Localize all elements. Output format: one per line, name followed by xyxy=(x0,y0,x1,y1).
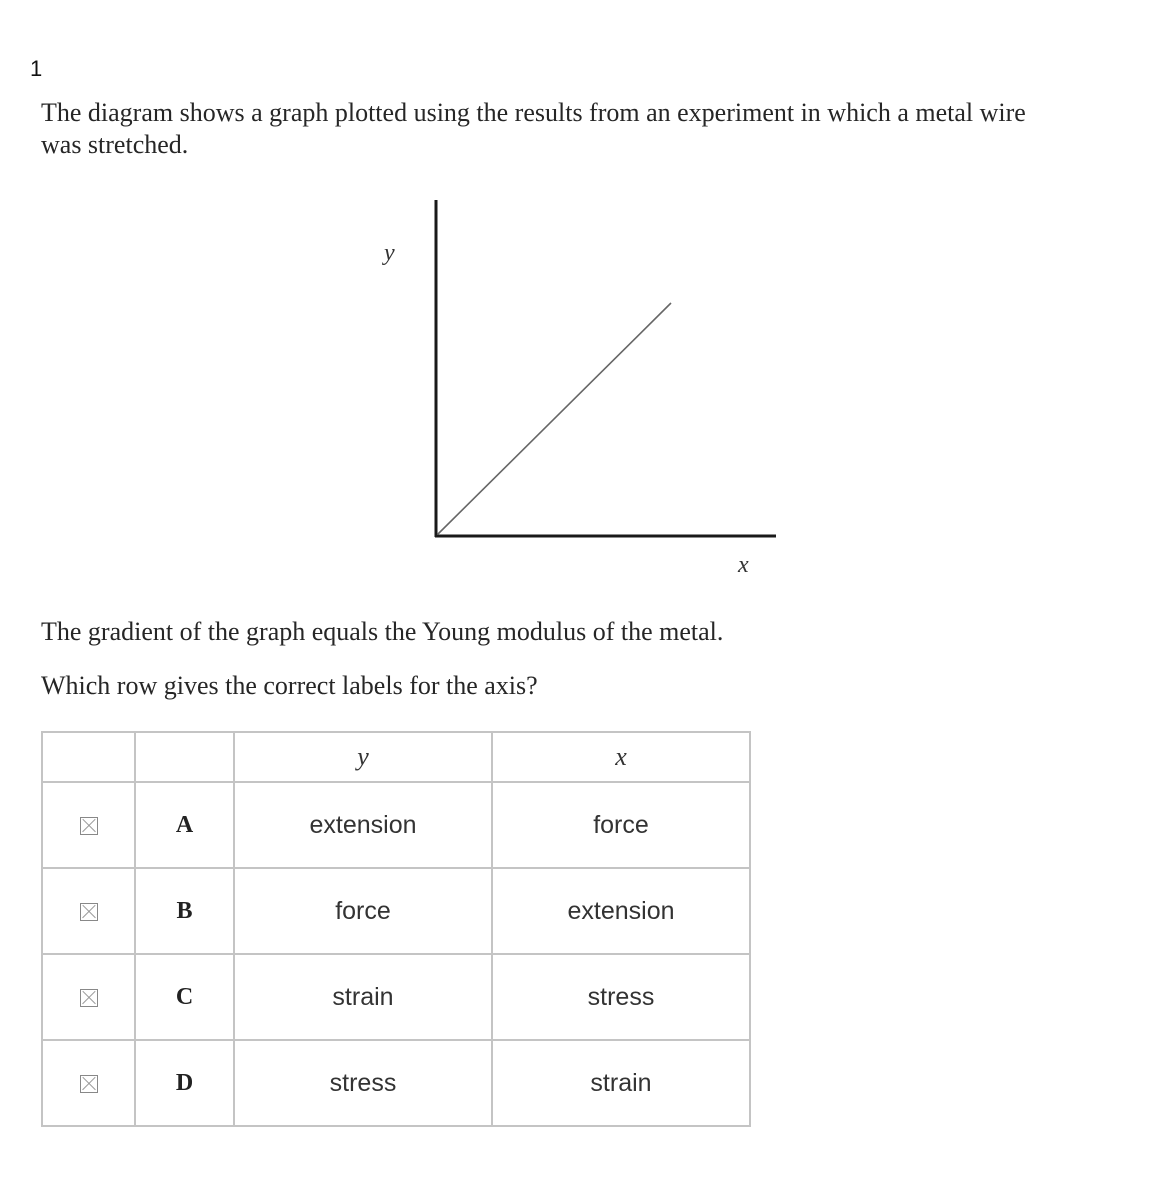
answer-letter: D xyxy=(135,1040,234,1126)
graph-line xyxy=(438,303,671,534)
answer-b-checkbox[interactable] xyxy=(42,868,135,954)
table-header-row xyxy=(42,732,750,782)
question-prompt: Which row gives the correct labels for the axis? xyxy=(41,671,538,700)
answer-y-value: stress xyxy=(234,1040,492,1126)
answer-a-checkbox[interactable] xyxy=(42,782,135,868)
answer-table xyxy=(41,731,751,1127)
question-number: 1 xyxy=(30,56,43,81)
answer-letter: C xyxy=(135,954,234,1040)
header-empty-checkbox xyxy=(42,732,135,782)
answer-x-value: strain xyxy=(492,1040,750,1126)
y-axis-label: y xyxy=(384,240,395,266)
crossed-box-icon[interactable] xyxy=(80,903,98,921)
header-empty-letter xyxy=(135,732,234,782)
table-row xyxy=(42,954,750,1040)
header-y: y xyxy=(234,732,492,782)
answer-y-value: force xyxy=(234,868,492,954)
answer-letter: B xyxy=(135,868,234,954)
crossed-box-icon[interactable] xyxy=(80,989,98,1007)
x-axis-label: x xyxy=(738,552,749,578)
answer-x-value: stress xyxy=(492,954,750,1040)
graph-diagram xyxy=(360,190,800,590)
answer-x-value: extension xyxy=(492,868,750,954)
crossed-box-icon[interactable] xyxy=(80,817,98,835)
question-intro: The diagram shows a graph plotted using the results from an experiment in which a metal wire was stretched. xyxy=(41,98,1026,159)
table-row xyxy=(42,868,750,954)
answer-letter: A xyxy=(135,782,234,868)
answer-y-value: strain xyxy=(234,954,492,1040)
answer-c-checkbox[interactable] xyxy=(42,954,135,1040)
answer-y-value: extension xyxy=(234,782,492,868)
table-row xyxy=(42,1040,750,1126)
crossed-box-icon[interactable] xyxy=(80,1075,98,1093)
answer-d-checkbox[interactable] xyxy=(42,1040,135,1126)
header-x: x xyxy=(492,732,750,782)
table-row xyxy=(42,782,750,868)
question-statement: The gradient of the graph equals the Young modulus of the metal. xyxy=(41,617,724,646)
answer-x-value: force xyxy=(492,782,750,868)
